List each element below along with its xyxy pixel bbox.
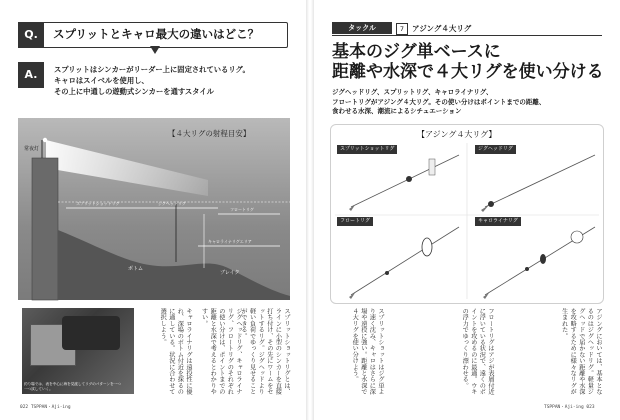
lead-line: ジグヘッドリグ、スプリットリグ、キャロライナリグ、 [332, 88, 493, 96]
section-title: アジング４大リグ [412, 24, 472, 33]
street-light-icon [43, 138, 47, 142]
pier-wall [32, 158, 58, 300]
bottom-label: ボトム [128, 266, 144, 272]
panel-label-carolina: キャロライナリグ [475, 217, 521, 226]
split-rig-line [351, 155, 459, 207]
body-text-column: ジグヘッドリグ、キャロライナリグ、フロートリグのそれぞれの使い分けは、ポイントまでの距離と水深で考えるとわかりやすい。 [200, 308, 242, 395]
break-label: ブレイク [220, 270, 240, 276]
worm-icon [481, 205, 489, 212]
panel-label-split: スプリットショットリグ [337, 145, 397, 154]
jighead-rig-line [485, 155, 595, 207]
sinker-detail-icon [571, 231, 583, 243]
body-text-column: スプリットショットはジグ単より速く沈み、キャロはさらに深場や遠投に強い。距離と水深で４大リグを使い分けよう。 [351, 308, 384, 395]
headline [332, 42, 604, 82]
swivel-icon [385, 271, 389, 275]
split-shot-detail-icon [429, 159, 435, 175]
rigs-illustration [331, 125, 603, 303]
seabed-shape [58, 230, 290, 300]
worm-icon [349, 205, 355, 211]
section-number: 7 [396, 23, 408, 35]
lead-line: フロートリグがアジング４大リグ。その使い分けはポイントまでの距離、 [332, 97, 546, 106]
panel-label-jighead: ジグヘッドリグ [475, 145, 516, 154]
rigs-diagram-title: 【アジング４大リグ】 [417, 130, 497, 139]
float-label: フロートリグ [230, 207, 254, 212]
answer-line: その上に中通しの遊動式シンカーを通すスタイル [54, 87, 214, 96]
carolina-sinker-icon [540, 254, 546, 264]
rig-range-diagram [18, 118, 290, 300]
carolina-area-label: キャロライナリグエリア [208, 239, 252, 244]
lead-line: 食わせる水深、潮流によるシチュエーション [332, 107, 462, 116]
page-folio: TSPPAN・Aji-ing 023 [544, 405, 595, 410]
light-beam [46, 140, 208, 196]
answer-line: スプリットはシンカーがリーダー上に固定されているリグ。 [54, 65, 250, 74]
question-box [18, 22, 288, 48]
panel-label-float: フロートリグ [337, 217, 373, 226]
body-text-column: キャロライナリグは遠投性に優れ、深場のボトム付近を探るのに適している。状況に合わせて選択しよう。 [159, 308, 192, 395]
question-text: スプリットとキャロ最大の違いはどこ？ [53, 27, 260, 41]
four-rigs-diagram [330, 124, 604, 304]
answer-text [54, 64, 294, 97]
question-bubble-tail [150, 46, 160, 54]
right-page [312, 0, 620, 420]
rig-range-illustration [18, 118, 290, 300]
jighead-icon [488, 201, 494, 207]
split-shot-sinker-icon [406, 176, 412, 182]
photo-caption: 釣り場では、表を中心に海を見渡してリグのパターンを一つ一つ試していく。 [24, 382, 121, 391]
section-rule [332, 35, 602, 36]
body-text-column: フロートリグはアジが表層付近に浮いている状況で、遠くのポイントを攻めるのに最適。ウキの浮力でゆっくり漂わせる。 [461, 308, 494, 395]
swivel-icon [525, 267, 529, 271]
float-icon [422, 238, 432, 256]
section-tag: タックル [332, 22, 392, 34]
headline-line: 基本のジグ単ベースに [332, 42, 501, 62]
diagram-title: 【４大リグの射程目安】 [168, 129, 251, 138]
question-badge: Q. [18, 22, 44, 48]
tackle-photo [22, 308, 134, 394]
headline-line: 距離や水深で４大リグを使い分ける [332, 62, 604, 82]
lead-text [332, 88, 602, 117]
light-label: 常夜灯 [24, 146, 40, 152]
page-folio: 022 TSPPAN・Aji-ing [20, 405, 71, 410]
float-rig-line [351, 227, 459, 295]
left-page [0, 0, 308, 420]
jighead-label: ジグヘッドリグ [158, 201, 186, 206]
body-text-column: スプリットショットリグとは、ラインに小型のシンカーを直接打ち付け、その先にワームをセットするリグ。ジグヘッドより軽い負荷でゆっくり見せることができる。 [240, 308, 290, 395]
answer-badge: A. [18, 62, 44, 88]
split-label: スプリットショットリグ [76, 201, 120, 206]
body-text-column: アジングにおいては、基本となるのはジグヘッドリグ。軽量ジグヘッドで届かない距離や水深を攻略するために様々なリグが生まれた。 [560, 308, 602, 395]
tackle-bag-image [62, 316, 120, 350]
answer-line: キャロはスイベルを使用し、 [54, 76, 149, 85]
worm-icon [483, 293, 489, 299]
